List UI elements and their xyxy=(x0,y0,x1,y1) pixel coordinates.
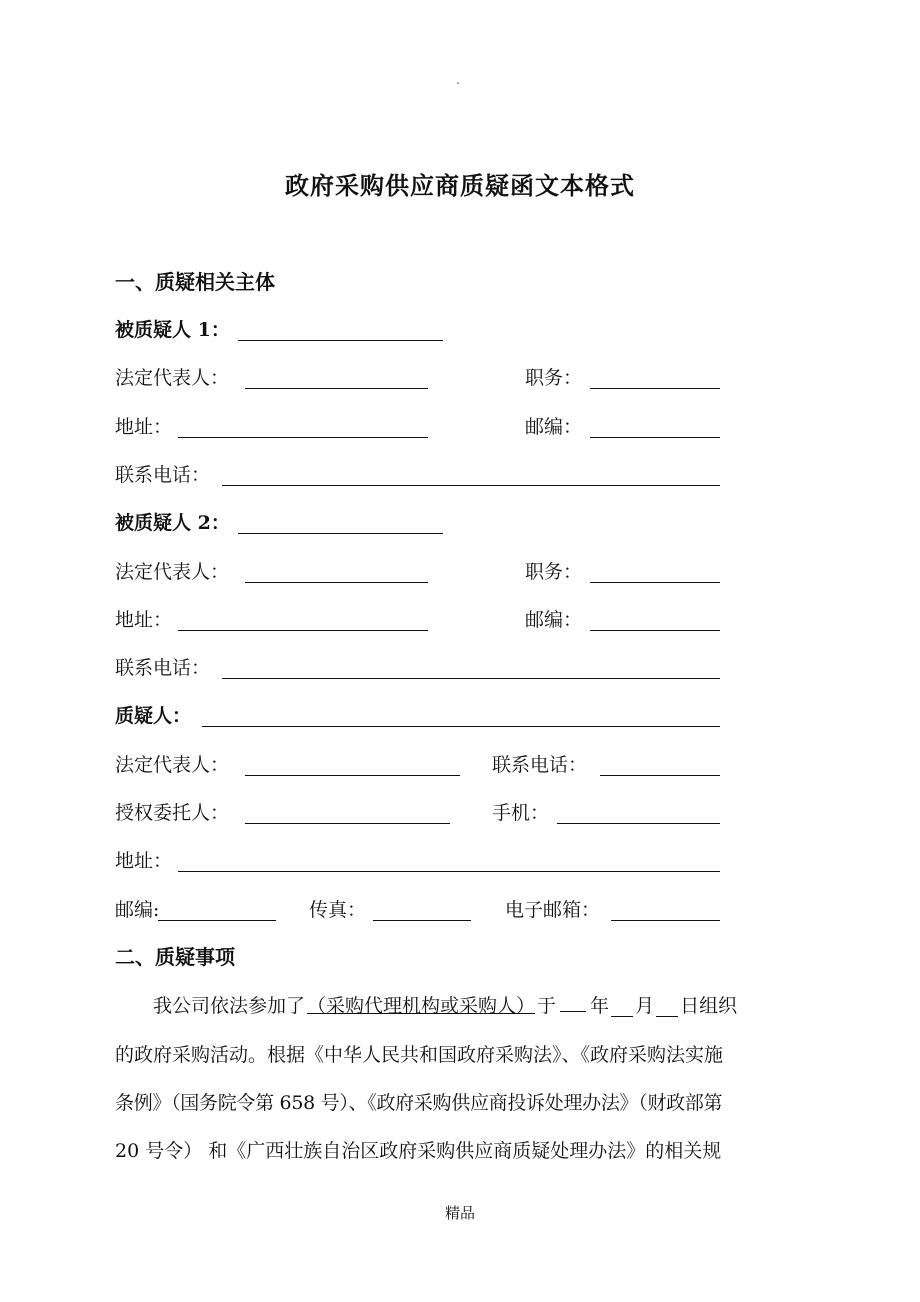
questioner-address-blank[interactable] xyxy=(178,871,720,872)
respondent2-address-blank[interactable] xyxy=(178,630,428,631)
questioner-blank[interactable] xyxy=(202,726,720,727)
month-label: 月 xyxy=(635,995,655,1017)
respondent1-postcode-label: 邮编： xyxy=(525,416,583,438)
respondent1-address-blank[interactable] xyxy=(178,437,428,438)
document-title: 政府采购供应商质疑函文本格式 xyxy=(285,172,635,200)
respondent2-legal-rep-label: 法定代表人： xyxy=(115,561,230,583)
para-text-1a: 我公司依法参加了 xyxy=(153,995,306,1017)
agency-blank[interactable]: （采购代理机构或采购人） xyxy=(307,995,536,1017)
section2-heading: 二、质疑事项 xyxy=(115,945,235,969)
questioner-address-label: 地址： xyxy=(115,850,173,872)
questioner-postcode-label: 邮编: xyxy=(115,899,160,921)
paragraph-line-1 xyxy=(115,997,810,1017)
respondent1-label: 被质疑人 1： xyxy=(115,319,230,341)
questioner-mobile-label: 手机： xyxy=(492,802,550,824)
page-footer: 精品 xyxy=(444,1204,475,1222)
paragraph-line-4: 20 号令） 和《广西壮族自治区政府采购供应商质疑处理办法》的相关规 xyxy=(115,1140,722,1162)
questioner-fax-blank[interactable] xyxy=(373,920,471,921)
questioner-legal-rep-label: 法定代表人： xyxy=(115,754,230,776)
respondent1-legal-rep-blank[interactable] xyxy=(245,388,428,389)
respondent2-postcode-blank[interactable] xyxy=(590,630,720,631)
header-mark: . xyxy=(456,73,460,87)
para-text-1b: 于 xyxy=(537,995,557,1017)
respondent2-blank[interactable] xyxy=(238,533,443,534)
section1-heading: 一、质疑相关主体 xyxy=(115,270,275,294)
questioner-agent-label: 授权委托人： xyxy=(115,802,230,824)
questioner-legal-rep-blank[interactable] xyxy=(245,775,460,776)
respondent1-postcode-blank[interactable] xyxy=(590,437,720,438)
day-blank[interactable] xyxy=(656,997,678,1017)
questioner-postcode-blank[interactable] xyxy=(158,920,276,921)
year-blank[interactable] xyxy=(560,1010,586,1012)
questioner-email-label: 电子邮箱： xyxy=(505,899,601,921)
questioner-email-blank[interactable] xyxy=(611,920,720,921)
respondent1-blank[interactable] xyxy=(238,340,443,341)
respondent1-phone-blank[interactable] xyxy=(222,485,720,486)
respondent2-address-label: 地址： xyxy=(115,609,173,631)
day-label: 日组织 xyxy=(680,995,738,1017)
month-blank[interactable] xyxy=(611,997,633,1017)
questioner-agent-blank[interactable] xyxy=(245,823,450,824)
questioner-label: 质疑人： xyxy=(115,705,192,727)
questioner-fax-label: 传真： xyxy=(309,899,367,921)
respondent2-phone-blank[interactable] xyxy=(222,678,720,679)
respondent1-legal-rep-label: 法定代表人： xyxy=(115,367,230,389)
respondent2-position-label: 职务： xyxy=(525,561,583,583)
respondent1-position-blank[interactable] xyxy=(590,388,720,389)
respondent2-postcode-label: 邮编： xyxy=(525,609,583,631)
paragraph-line-3: 条例》（国务院令第 658 号）、《政府采购供应商投诉处理办法》（财政部第 xyxy=(115,1092,723,1114)
respondent2-phone-label: 联系电话： xyxy=(115,657,211,679)
respondent2-legal-rep-blank[interactable] xyxy=(245,582,428,583)
paragraph-line-2: 的政府采购活动。根据《中华人民共和国政府采购法》、《政府采购法实施 xyxy=(115,1044,724,1066)
respondent1-position-label: 职务： xyxy=(525,367,583,389)
questioner-phone-blank[interactable] xyxy=(600,775,720,776)
respondent2-label: 被质疑人 2： xyxy=(115,512,230,534)
respondent2-position-blank[interactable] xyxy=(590,582,720,583)
questioner-phone-label: 联系电话： xyxy=(492,754,588,776)
respondent1-address-label: 地址： xyxy=(115,416,173,438)
questioner-mobile-blank[interactable] xyxy=(557,823,720,824)
year-label: 年 xyxy=(590,995,610,1017)
respondent1-phone-label: 联系电话： xyxy=(115,464,211,486)
